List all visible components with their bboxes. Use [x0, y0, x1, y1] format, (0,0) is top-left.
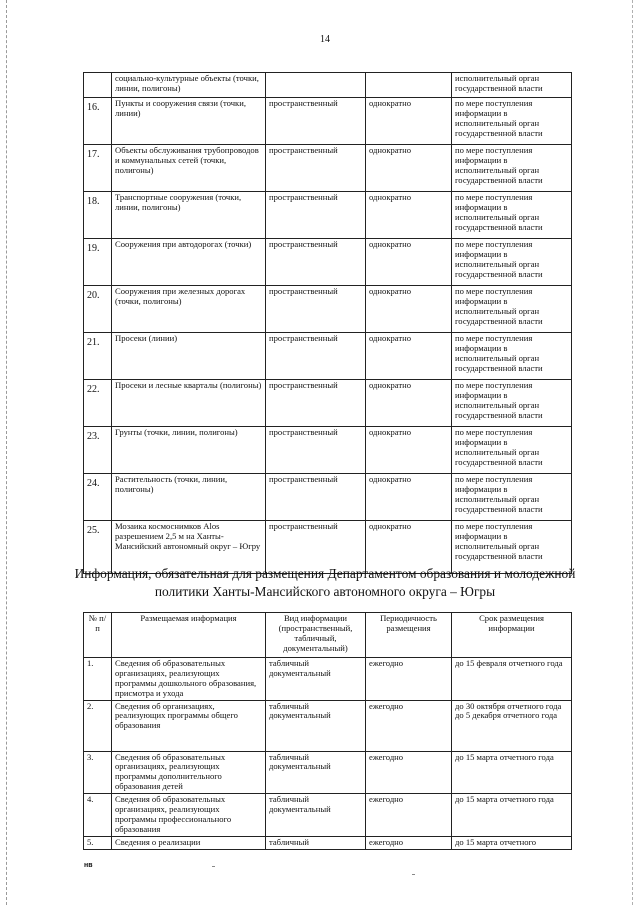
row-number: 4.	[84, 794, 112, 837]
table-row	[84, 145, 572, 192]
table-row	[84, 286, 572, 333]
row-type: табличный документальный	[266, 751, 366, 794]
row-period: ежегодно	[366, 794, 452, 837]
row-info: Сведения об организациях, реализующих программы общего образования	[112, 700, 266, 751]
row-number: 25.	[84, 521, 112, 574]
table-row	[84, 239, 572, 286]
row-info: Транспортные сооружения (точки, линии, полигоны)	[112, 192, 266, 239]
row-number: 17.	[84, 145, 112, 192]
table-row	[84, 658, 572, 701]
row-period: однократно	[366, 333, 452, 380]
row-period: однократно	[366, 192, 452, 239]
row-period: однократно	[366, 239, 452, 286]
row-period: однократно	[366, 474, 452, 521]
row-type: пространственный	[266, 474, 366, 521]
row-type: пространственный	[266, 333, 366, 380]
row-period: однократно	[366, 521, 452, 574]
row-info: Просеки и лесные кварталы (полигоны)	[112, 380, 266, 427]
table-row	[84, 98, 572, 145]
education-info-table	[83, 612, 572, 850]
row-number: 3.	[84, 751, 112, 794]
row-number: 21.	[84, 333, 112, 380]
header-num: № п/п	[84, 613, 112, 658]
table-row	[84, 333, 572, 380]
row-type: пространственный	[266, 192, 366, 239]
row-type: табличный документальный	[266, 794, 366, 837]
row-period: ежегодно	[366, 700, 452, 751]
row-period: однократно	[366, 145, 452, 192]
header-period: Периодичность размещения	[366, 613, 452, 658]
row-type: пространственный	[266, 380, 366, 427]
row-type: табличный	[266, 836, 366, 849]
row-type: пространственный	[266, 286, 366, 333]
row-type	[266, 73, 366, 98]
table-row	[84, 751, 572, 794]
scan-left-edge	[6, 0, 8, 905]
objects-table-continued	[83, 72, 572, 574]
table-header-row	[84, 613, 572, 658]
row-term: по мере поступления информации в исполнительный орган государственной власти	[452, 98, 572, 145]
row-term: до 15 февраля отчетного года	[452, 658, 572, 701]
row-info: Сведения об образовательных организациях, реализующих программы дошкольного образования, присмотра и ухода	[112, 658, 266, 701]
row-term: исполнительный орган государственной власти	[452, 73, 572, 98]
table-row	[84, 192, 572, 239]
row-number: 20.	[84, 286, 112, 333]
row-type: пространственный	[266, 98, 366, 145]
row-term: по мере поступления информации в исполнительный орган государственной власти	[452, 239, 572, 286]
row-number: 2.	[84, 700, 112, 751]
row-term: до 15 марта отчетного	[452, 836, 572, 849]
section-heading: Информация, обязательная для размещения Департаментом образования и молодежной политики Ханты-Мансийского автономного округа – Югры	[74, 566, 576, 599]
row-number: 19.	[84, 239, 112, 286]
row-term: по мере поступления информации в исполнительный орган государственной власти	[452, 286, 572, 333]
table-row	[84, 73, 572, 98]
header-info: Размещаемая информация	[112, 613, 266, 658]
table-row	[84, 427, 572, 474]
table-row	[84, 700, 572, 751]
row-info: Сведения об образовательных организациях, реализующих программы дополнительного образования детей	[112, 751, 266, 794]
table-row	[84, 380, 572, 427]
row-type: пространственный	[266, 145, 366, 192]
row-term: по мере поступления информации в исполнительный орган государственной власти	[452, 333, 572, 380]
row-info: социально-культурные объекты (точки, линии, полигоны)	[112, 73, 266, 98]
row-period	[366, 73, 452, 98]
row-number: 24.	[84, 474, 112, 521]
row-type: табличный документальный	[266, 700, 366, 751]
row-term: по мере поступления информации в исполнительный орган государственной власти	[452, 145, 572, 192]
row-number: 1.	[84, 658, 112, 701]
row-period: ежегодно	[366, 751, 452, 794]
row-info: Просеки (линии)	[112, 333, 266, 380]
row-period: однократно	[366, 98, 452, 145]
row-number: 16.	[84, 98, 112, 145]
scan-speck	[212, 866, 215, 867]
row-info: Растительность (точки, линии, полигоны)	[112, 474, 266, 521]
row-term: до 15 марта отчетного года	[452, 794, 572, 837]
row-type: пространственный	[266, 239, 366, 286]
row-info: Сведения о реализации	[112, 836, 266, 849]
row-term: по мере поступления информации в исполнительный орган государственной власти	[452, 427, 572, 474]
row-number: 18.	[84, 192, 112, 239]
row-term: до 15 марта отчетного года	[452, 751, 572, 794]
row-info: Сооружения при автодорогах (точки)	[112, 239, 266, 286]
row-term: по мере поступления информации в исполнительный орган государственной власти	[452, 521, 572, 574]
table-row	[84, 836, 572, 849]
row-info: Мозаика космоснимков Alos разрешением 2,5 м на Ханты-Мансийский автономный округ – Югру	[112, 521, 266, 574]
row-period: однократно	[366, 286, 452, 333]
row-info: Объекты обслуживания трубопроводов и коммунальных сетей (точки, полигоны)	[112, 145, 266, 192]
row-term: по мере поступления информации в исполнительный орган государственной власти	[452, 380, 572, 427]
row-info: Сооружения при железных дорогах (точки, полигоны)	[112, 286, 266, 333]
row-number: 23.	[84, 427, 112, 474]
footer-mark: нв	[84, 862, 93, 869]
row-period: ежегодно	[366, 658, 452, 701]
scan-right-edge	[632, 0, 634, 905]
row-info: Пункты и сооружения связи (точки, линии)	[112, 98, 266, 145]
scan-speck	[412, 874, 415, 875]
header-term: Срок размещения информации	[452, 613, 572, 658]
table-row	[84, 794, 572, 837]
table-row	[84, 474, 572, 521]
row-number	[84, 73, 112, 98]
row-period: однократно	[366, 427, 452, 474]
page-number: 14	[320, 34, 330, 45]
header-type: Вид информации (пространственный, табличный, документальный)	[266, 613, 366, 658]
row-type: пространственный	[266, 427, 366, 474]
row-type: табличный документальный	[266, 658, 366, 701]
row-info: Грунты (точки, линии, полигоны)	[112, 427, 266, 474]
row-type: пространственный	[266, 521, 366, 574]
row-term: до 30 октября отчетного года до 5 декабря отчетного года	[452, 700, 572, 751]
row-number: 5.	[84, 836, 112, 849]
row-number: 22.	[84, 380, 112, 427]
row-period: однократно	[366, 380, 452, 427]
row-term: по мере поступления информации в исполнительный орган государственной власти	[452, 474, 572, 521]
row-info: Сведения об образовательных организациях, реализующих программы профессионального образования	[112, 794, 266, 837]
row-term: по мере поступления информации в исполнительный орган государственной власти	[452, 192, 572, 239]
row-period: ежегодно	[366, 836, 452, 849]
